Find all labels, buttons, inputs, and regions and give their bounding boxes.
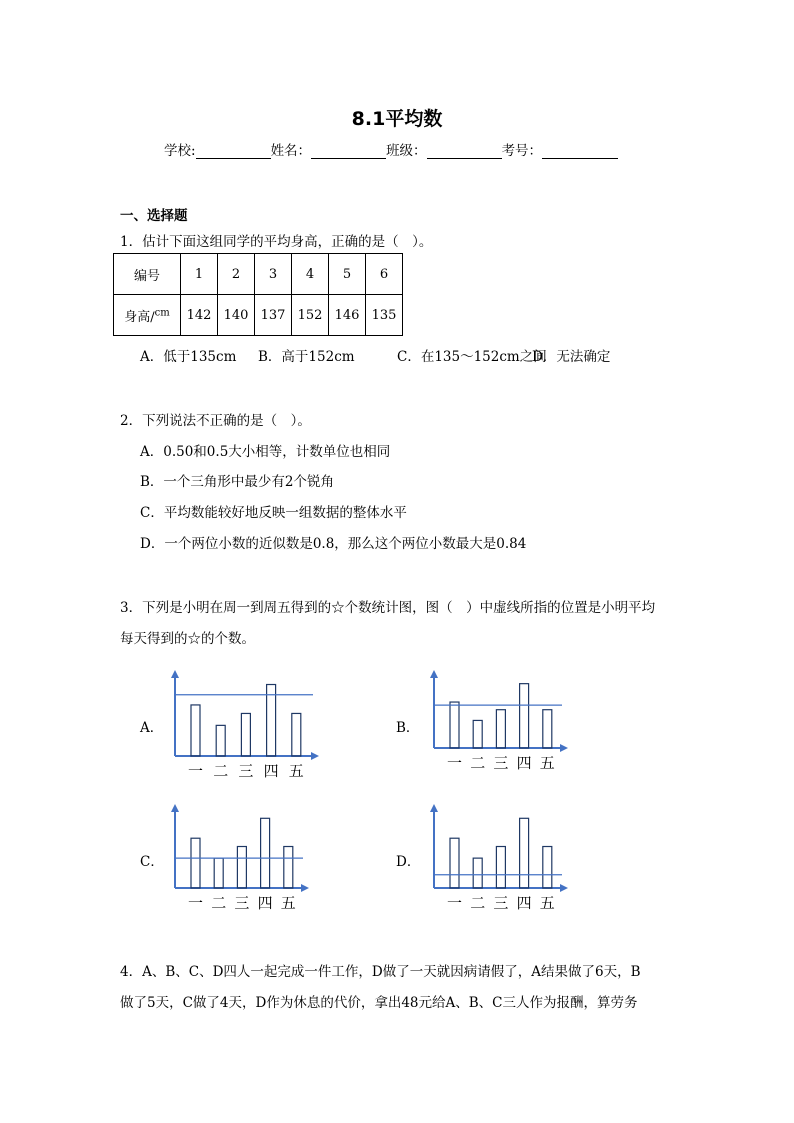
y-axis-arrow <box>430 670 438 678</box>
q3-option-b-label[interactable]: B． <box>396 720 420 736</box>
q3-option-d-label[interactable]: D． <box>396 854 421 870</box>
name-blank[interactable] <box>311 144 386 159</box>
day-tick-label: 一 <box>446 894 463 912</box>
day-tick-label: 三 <box>493 894 509 912</box>
table-cell: 152 <box>292 295 329 336</box>
bar <box>520 684 529 748</box>
table-cell: 5 <box>329 254 366 295</box>
q2-option-c[interactable]: C．平均数能较好地反映一组数据的整体水平 <box>140 505 407 521</box>
q3-stem-line1: 3．下列是小明在周一到周五得到的☆个数统计图，图（ ）中虚线所指的位置是小明平均 <box>120 600 656 616</box>
student-info-line <box>164 139 618 159</box>
day-tick-label: 四 <box>263 762 279 780</box>
y-axis-arrow <box>171 804 179 812</box>
bar <box>191 838 200 888</box>
table-cell: 137 <box>255 295 292 336</box>
class-label: 班级： <box>386 143 427 159</box>
school-blank[interactable] <box>196 144 271 159</box>
day-tick-label: 二 <box>470 754 486 772</box>
x-axis-arrow <box>311 752 319 760</box>
table-cell: 2 <box>218 254 255 295</box>
day-tick-label: 二 <box>213 762 229 780</box>
q1-option-c[interactable]: C．在135～152cm之间 <box>397 349 547 365</box>
q1-option-a[interactable]: A．低于135cm <box>140 349 237 365</box>
day-tick-label: 一 <box>187 762 204 780</box>
q3-chart-b[interactable] <box>424 666 574 778</box>
number-label: 考号： <box>501 143 543 159</box>
q2-option-b[interactable]: B．一个三角形中最少有2个锐角 <box>140 474 335 490</box>
section-title: 一、选择题 <box>120 208 188 224</box>
x-axis-arrow <box>560 884 568 892</box>
q3-stem-line2: 每天得到的☆的个数。 <box>120 631 255 647</box>
x-axis-arrow <box>560 744 568 752</box>
q3-option-c-label[interactable]: C． <box>140 854 164 870</box>
q4-line2: 做了5天，C做了4天，D作为休息的代价，拿出48元给A、B、C三人作为报酬，算劳务 <box>120 995 638 1011</box>
bar <box>191 705 200 756</box>
bar <box>520 818 529 888</box>
table-cell: 135 <box>366 295 403 336</box>
q3-chart-d[interactable] <box>424 800 574 918</box>
day-tick-label: 四 <box>257 894 273 912</box>
bar <box>292 713 301 756</box>
day-tick-label: 四 <box>516 894 532 912</box>
day-tick-label: 三 <box>238 762 254 780</box>
table-cell: 3 <box>255 254 292 295</box>
name-label: 姓名： <box>270 143 312 159</box>
bar <box>450 838 459 888</box>
table-cell: 142 <box>181 295 218 336</box>
day-tick-label: 一 <box>187 894 204 912</box>
day-tick-label: 三 <box>234 894 250 912</box>
table-row <box>114 254 403 295</box>
q2-option-d[interactable]: D．一个两位小数的近似数是0.8，那么这个两位小数最大是0.84 <box>140 536 527 552</box>
q3-option-a-label[interactable]: A． <box>140 720 164 736</box>
day-tick-label: 三 <box>493 754 509 772</box>
table-row <box>114 295 403 336</box>
q1-option-b[interactable]: B．高于152cm <box>258 349 355 365</box>
table-header-cell: 身高/$^{cm}$ <box>114 295 181 336</box>
q1-option-d[interactable]: D．无法确定 <box>532 349 611 365</box>
class-blank[interactable] <box>427 144 502 159</box>
day-tick-label: 五 <box>288 762 304 780</box>
bar <box>473 858 482 888</box>
x-axis-arrow <box>301 884 309 892</box>
day-tick-label: 四 <box>516 754 532 772</box>
bar <box>543 710 552 748</box>
table-header-cell: 编号 <box>114 254 181 295</box>
y-axis-arrow <box>171 670 179 678</box>
number-blank[interactable] <box>542 144 618 159</box>
q3-chart-c[interactable] <box>165 800 315 918</box>
table-cell: 4 <box>292 254 329 295</box>
bar <box>450 702 459 748</box>
school-label: 学校: <box>164 143 196 159</box>
bar <box>473 720 482 748</box>
bar <box>543 847 552 888</box>
table-cell: 6 <box>366 254 403 295</box>
q2-stem: 2．下列说法不正确的是（ ）。 <box>120 413 311 429</box>
bar <box>237 847 246 888</box>
bar <box>241 713 250 756</box>
q2-option-a[interactable]: A．0.50和0.5大小相等，计数单位也相同 <box>140 444 391 460</box>
bar <box>216 725 225 756</box>
bar <box>214 858 223 888</box>
table-cell: 140 <box>218 295 255 336</box>
day-tick-label: 五 <box>539 754 555 772</box>
page-title: 8.1平均数 <box>351 108 443 130</box>
q1-height-table <box>113 253 403 336</box>
day-tick-label: 二 <box>470 894 486 912</box>
q4-line1: 4．A、B、C、D四人一起完成一件工作，D做了一天就因病请假了，A结果做了6天，B <box>120 964 641 980</box>
table-cell: 1 <box>181 254 218 295</box>
bar <box>261 818 270 888</box>
q1-stem: 1．估计下面这组同学的平均身高，正确的是（ ）。 <box>120 234 433 250</box>
q3-chart-a[interactable] <box>165 666 325 786</box>
table-cell: 146 <box>329 295 366 336</box>
bar <box>496 710 505 748</box>
bar <box>496 847 505 888</box>
bar <box>284 847 293 888</box>
day-tick-label: 五 <box>539 894 555 912</box>
day-tick-label: 一 <box>446 754 463 772</box>
day-tick-label: 二 <box>211 894 227 912</box>
y-axis-arrow <box>430 804 438 812</box>
day-tick-label: 五 <box>280 894 296 912</box>
